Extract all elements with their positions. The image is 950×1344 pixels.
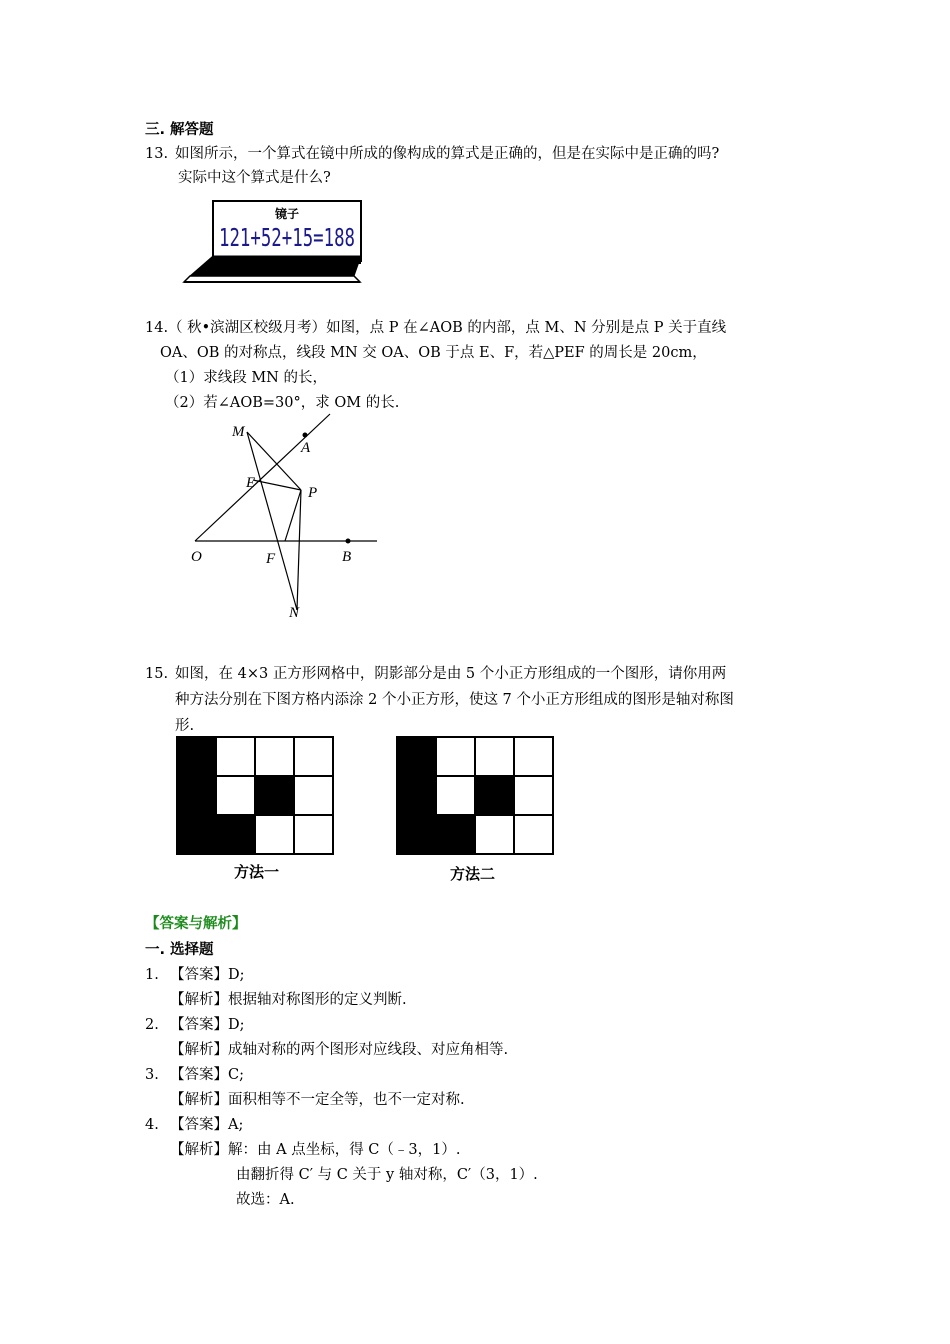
mirror-figure bbox=[180, 196, 370, 292]
label-b: B bbox=[342, 549, 352, 565]
q14-part2: （2）若∠AOB=30°，求 OM 的长. bbox=[165, 395, 400, 411]
label-p: P bbox=[308, 485, 318, 501]
grid-method-2 bbox=[397, 737, 557, 859]
label-o: O bbox=[191, 549, 202, 565]
answers-section-title: 一. 选择题 bbox=[145, 942, 214, 958]
q15-line1: 如图，在 4×3 正方形网格中，阴影部分是由 5 个小正方形组成的一个图形，请你用两 bbox=[175, 666, 727, 682]
method-2-caption: 方法二 bbox=[450, 865, 496, 883]
method-1-caption: 方法一 bbox=[234, 863, 280, 881]
answer-2-number: 2. bbox=[145, 1017, 159, 1033]
analysis-3: 【解析】面积相等不一定全等，也不一定对称. bbox=[170, 1092, 465, 1108]
answers-header: 【答案与解析】 bbox=[145, 916, 247, 932]
mirror-equation: 121+52+15=188 bbox=[219, 223, 355, 252]
answer-4-number: 4. bbox=[145, 1117, 159, 1133]
mirror-label: 镜子 bbox=[274, 207, 300, 221]
analysis-4-line3: 故选：A. bbox=[236, 1192, 295, 1208]
label-m: M bbox=[232, 424, 245, 440]
q14-line2: OA、OB 的对称点，线段 MN 交 OA、OB 于点 E、F，若△PEF 的周长是 20cm， bbox=[160, 345, 707, 361]
q14-number: 14. bbox=[145, 320, 169, 336]
label-e: E bbox=[246, 475, 256, 491]
answer-3-number: 3. bbox=[145, 1067, 159, 1083]
point-a-dot bbox=[303, 433, 308, 438]
answer-4: 【答案】A; bbox=[170, 1117, 244, 1133]
q15-number: 15. bbox=[145, 666, 169, 682]
grid-method-1 bbox=[177, 737, 337, 859]
label-f: F bbox=[266, 551, 276, 567]
analysis-1: 【解析】根据轴对称图形的定义判断. bbox=[170, 992, 407, 1008]
q14-part1: （1）求线段 MN 的长， bbox=[165, 370, 327, 386]
q13-number: 13. bbox=[145, 146, 169, 162]
section-title: 三. 解答题 bbox=[145, 122, 214, 138]
q15-line3: 形. bbox=[175, 718, 195, 734]
label-n: N bbox=[289, 605, 300, 621]
q14-line1: （ 秋•滨湖区校级月考）如图，点 P 在∠AOB 的内部，点 M、N 分别是点 P 关于直线 bbox=[168, 320, 727, 336]
analysis-2: 【解析】成轴对称的两个图形对应线段、对应角相等. bbox=[170, 1042, 509, 1058]
analysis-4-line2: 由翻折得 C′ 与 C 关于 y 轴对称，C′（3，1）. bbox=[236, 1167, 538, 1183]
label-a: A bbox=[301, 440, 311, 456]
q13-line1: 如图所示，一个算式在镜中所成的像构成的算式是正确的，但是在实际中是正确的吗? bbox=[175, 146, 720, 162]
answer-2: 【答案】D; bbox=[170, 1017, 245, 1033]
point-b-dot bbox=[346, 539, 351, 544]
answer-3: 【答案】C; bbox=[170, 1067, 244, 1083]
q15-line2: 种方法分别在下图方格内添涂 2 个小正方形，使这 7 个小正方形组成的图形是轴对称图 bbox=[175, 692, 734, 708]
angle-figure bbox=[185, 410, 385, 625]
answer-1: 【答案】D; bbox=[170, 967, 245, 983]
q13-line2: 实际中这个算式是什么? bbox=[178, 170, 331, 186]
analysis-4: 【解析】解：由 A 点坐标，得 C（﹣3，1）. bbox=[170, 1142, 461, 1158]
answer-1-number: 1. bbox=[145, 967, 159, 983]
